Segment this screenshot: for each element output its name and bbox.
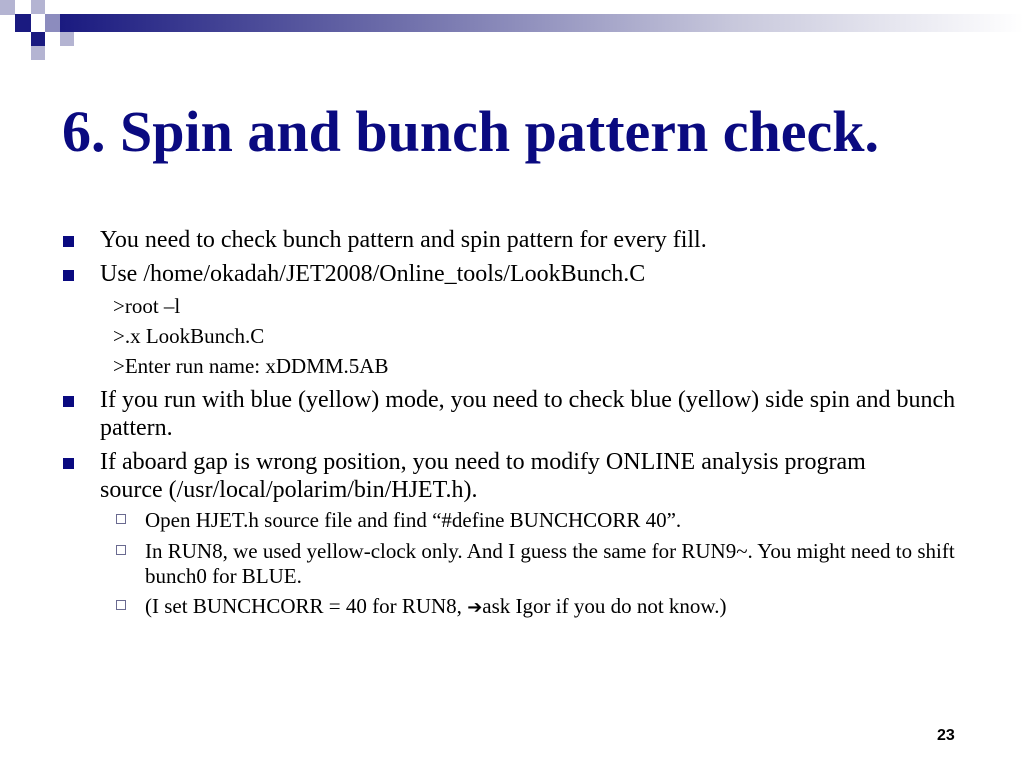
sub-bullet-text: (I set BUNCHCORR = 40 for RUN8, [145, 594, 468, 618]
bullet-text: Use /home/okadah/JET2008/Online_tools/LookBunch.C [100, 261, 646, 287]
deco-square [31, 0, 45, 14]
bullet-item [100, 448, 930, 504]
command-line: >Enter run name: xDDMM.5AB [113, 354, 389, 378]
command-line: >.x LookBunch.C [113, 324, 265, 348]
deco-square [31, 32, 45, 46]
bullet-item [100, 386, 960, 442]
slide-title: 6. Spin and bunch pattern check. [62, 99, 880, 164]
sub-bullet-item [145, 539, 955, 589]
square-bullet-icon [63, 458, 74, 469]
command-line: >root –l [113, 294, 181, 318]
page-number: 23 [937, 727, 955, 744]
deco-square [15, 14, 31, 32]
deco-square [45, 14, 60, 32]
bullet-item [100, 226, 980, 254]
square-bullet-icon [63, 270, 74, 281]
deco-square [60, 32, 74, 46]
sub-bullet-item [145, 508, 965, 533]
bullet-item [100, 260, 980, 288]
bullet-text: If you run with blue (yellow) mode, you need to check blue (yellow) side spin and bunch pattern. [100, 387, 956, 441]
header-gradient-bar [60, 14, 1024, 32]
bullet-text: You need to check bunch pattern and spin pattern for every fill. [100, 227, 707, 253]
deco-square [31, 46, 45, 60]
right-arrow-icon: ➔ [467, 597, 483, 618]
sub-bullet-text: In RUN8, we used yellow-clock only. And I guess the same for RUN9~. You might need to shift bunch0 for BLUE. [145, 539, 955, 588]
sub-bullet-text: Open HJET.h source file and find “#define BUNCHCORR 40”. [145, 508, 682, 532]
sub-bullet-text: ask Igor if you do not know.) [482, 594, 727, 618]
bullet-text: If aboard gap is wrong position, you need to modify ONLINE analysis program source (/usr/local/polarim/bin/HJET.h). [100, 449, 866, 503]
square-bullet-icon [63, 236, 74, 247]
hollow-square-bullet-icon [116, 600, 126, 610]
header-decoration [0, 0, 1024, 70]
hollow-square-bullet-icon [116, 545, 126, 555]
square-bullet-icon [63, 396, 74, 407]
deco-square [0, 0, 15, 15]
sub-bullet-item [145, 594, 965, 620]
hollow-square-bullet-icon [116, 514, 126, 524]
